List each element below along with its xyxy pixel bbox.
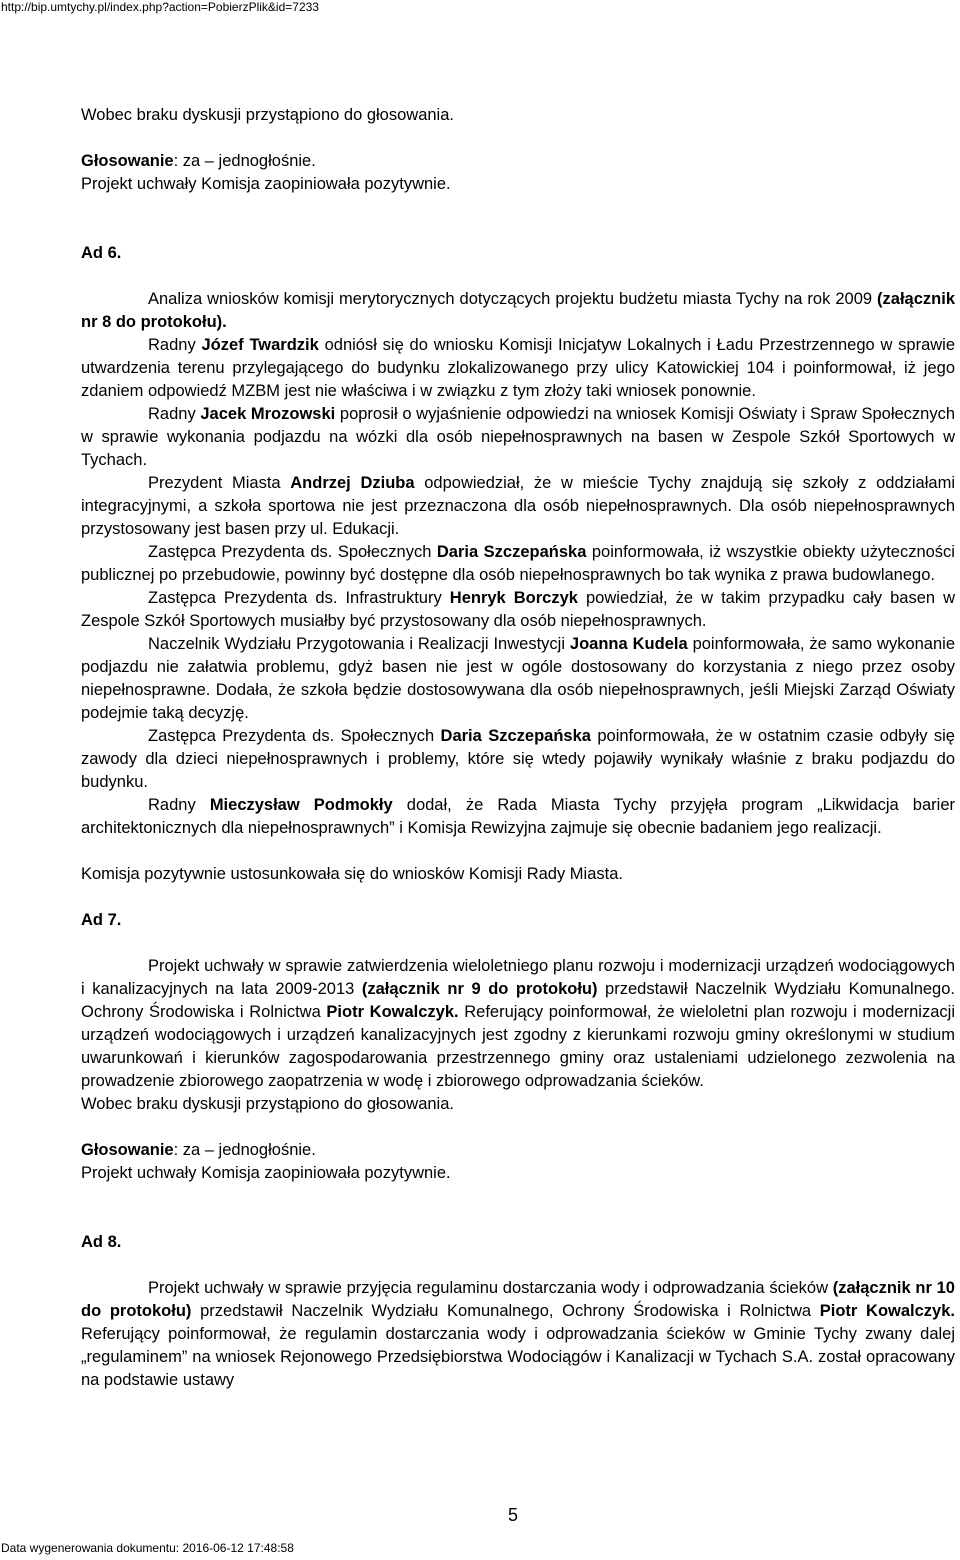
paragraph: Komisja pozytywnie ustosunkowała się do wniosków Komisji Rady Miasta. xyxy=(81,865,623,883)
paragraph: Wobec braku dyskusji przystąpiono do głosowania. xyxy=(81,1095,454,1113)
page-number: 5 xyxy=(508,1505,519,1525)
document-body xyxy=(81,104,955,1392)
source-url: http://bip.umtychy.pl/index.php?action=PobierzPlik&id=7233 xyxy=(1,0,319,14)
person-name: Daria Szczepańska xyxy=(440,727,591,745)
paragraph: Zastępca Prezydenta ds. Społecznych Daria Szczepańska poinformowała, że w ostatnim czasie odbyły się zawody dla dzieci niepełnosprawnych i problemy, które się wtedy pojawiły wynikały właśnie z braku podjazdu do budynku. xyxy=(81,727,955,791)
paragraph: Zastępca Prezydenta ds. Infrastruktury Henryk Borczyk powiedział, że w takim przypadku cały basen w Zespole Szkół Sportowych musiałby być przystosowany dla osób niepełnosprawnych. xyxy=(81,589,955,630)
paragraph: Projekt uchwały Komisja zaopiniowała pozytywnie. xyxy=(81,175,451,193)
person-name: Piotr Kowalczyk. xyxy=(326,1003,459,1021)
paragraph: Zastępca Prezydenta ds. Społecznych Daria Szczepańska poinformowała, iż wszystkie obiekty użyteczności publicznej po przebudowie, powinny być dostępne dla osób niepełnosprawnych bo tak wynika z prawa budowlanego. xyxy=(81,543,955,584)
attachment-ref: (załącznik nr 8 do protokołu). xyxy=(81,290,955,331)
attachment-ref: (załącznik nr 9 do protokołu) xyxy=(361,980,598,998)
paragraph: Radny Mieczysław Podmokły dodał, że Rada Miasta Tychy przyjęła program „Likwidacja barier architektonicznych dla niepełnosprawnych” i Komisja Rewizyjna zajmuje się obecnie badaniem jego realizacji. xyxy=(81,796,955,837)
vote-text: : za – jednogłośnie. xyxy=(173,1141,316,1159)
paragraph: Wobec braku dyskusji przystąpiono do głosowania. xyxy=(81,106,454,124)
paragraph: Naczelnik Wydziału Przygotowania i Realizacji Inwestycji Joanna Kudela poinformowała, że samo wykonanie podjazdu nie załatwia problemu, gdyż basen nie jest w ogóle dostosowany do korzystania z niego przez osoby niepełnosprawne. Dodała, że szkoła będzie dostosowywana dla osób niepełnosprawnych, jeśli Miejski Zarząd Oświaty podejmie taką decyzję. xyxy=(81,635,955,722)
vote-label: Głosowanie xyxy=(81,152,174,170)
person-name: Henryk Borczyk xyxy=(449,589,578,607)
section-heading-ad7: Ad 7. xyxy=(81,911,122,929)
paragraph: Radny Jacek Mrozowski poprosił o wyjaśnienie odpowiedzi na wniosek Komisji Oświaty i Spraw Społecznych w sprawie wykonania podjazdu na wózki dla osób niepełnosprawnych na basen w Zespole Szkół Sportowych w Tychach. xyxy=(81,405,956,469)
person-name: Jacek Mrozowski xyxy=(200,405,336,423)
section-heading-ad8: Ad 8. xyxy=(81,1233,122,1251)
person-name: Józef Twardzik xyxy=(201,336,319,354)
person-name: Piotr Kowalczyk. xyxy=(819,1302,955,1320)
section-heading-ad6: Ad 6. xyxy=(81,244,122,262)
vote-result xyxy=(81,150,955,173)
generation-date: Data wygenerowania dokumentu: 2016-06-12 17:48:58 xyxy=(1,1541,294,1555)
vote-text: : za – jednogłośnie. xyxy=(173,152,316,170)
paragraph: Projekt uchwały w sprawie zatwierdzenia wieloletniego planu rozwoju i modernizacji urządzeń wodociągowych i kanalizacyjnych na lata 2009-2013 (załącznik nr 9 do protokołu) przedstawił Naczelnik Wydziału Komunalnego. Ochrony Środowiska i Rolnictwa Piotr Kowalczyk. Referujący poinformował, że wieloletni plan rozwoju i modernizacji urządzeń wodociągowych i urządzeń kanalizacyjnych jest zgodny z kierunkami rozwoju gminy określonymi w studium uwarunkowań i kierunków zagospodarowania przestrzennego gminy oraz ustaleniami udzielonego zezwolenia na prowadzenie zbiorowego zaopatrzenia w wodę i zbiorowego odprowadzania ścieków. xyxy=(81,957,955,1090)
paragraph: Projekt uchwały Komisja zaopiniowała pozytywnie. xyxy=(81,1164,451,1182)
paragraph: Radny Józef Twardzik odniósł się do wniosku Komisji Inicjatyw Lokalnych i Ładu Przestrzennego w sprawie utwardzenia terenu przylegającego do budynku zlokalizowanego przy ulicy Katowickiej 104 i poinformował, iż jego zdaniem odpowiedź MZBM jest nie właściwa i w związku z tym złoży taki wniosek ponownie. xyxy=(81,336,956,400)
person-name: Mieczysław Podmokły xyxy=(209,796,393,814)
paragraph: Projekt uchwały w sprawie przyjęcia regulaminu dostarczania wody i odprowadzania ścieków (załącznik nr 10 do protokołu) przedstawił Naczelnik Wydziału Komunalnego, Ochrony Środowiska i Rolnictwa Piotr Kowalczyk. Referujący poinformował, że regulamin dostarczania wody i odprowadzania ścieków w Gminie Tychy zwany dalej „regulaminem” na wniosek Rejonowego Przedsiębiorstwa Wodociągów i Kanalizacji w Tychach S.A. został opracowany na podstawie ustawy xyxy=(81,1279,955,1389)
vote-result xyxy=(81,1139,955,1162)
paragraph: Prezydent Miasta Andrzej Dziuba odpowiedział, że w mieście Tychy znajdują się szkoły z oddziałami integracyjnymi, a szkoła sportowa nie jest przeznaczona dla osób niepełnosprawnych. Dla osób niepełnosprawnych przystosowany jest basen przy ul. Edukacji. xyxy=(81,474,955,538)
person-name: Andrzej Dziuba xyxy=(290,474,415,492)
person-name: Daria Szczepańska xyxy=(436,543,587,561)
paragraph: Analiza wniosków komisji merytorycznych dotyczących projektu budżetu miasta Tychy na rok 2009 (załącznik nr 8 do protokołu). xyxy=(81,290,955,331)
person-name: Joanna Kudela xyxy=(569,635,688,653)
attachment-ref: (załącznik nr 10 do protokołu) xyxy=(81,1279,955,1320)
vote-label: Głosowanie xyxy=(81,1141,174,1159)
